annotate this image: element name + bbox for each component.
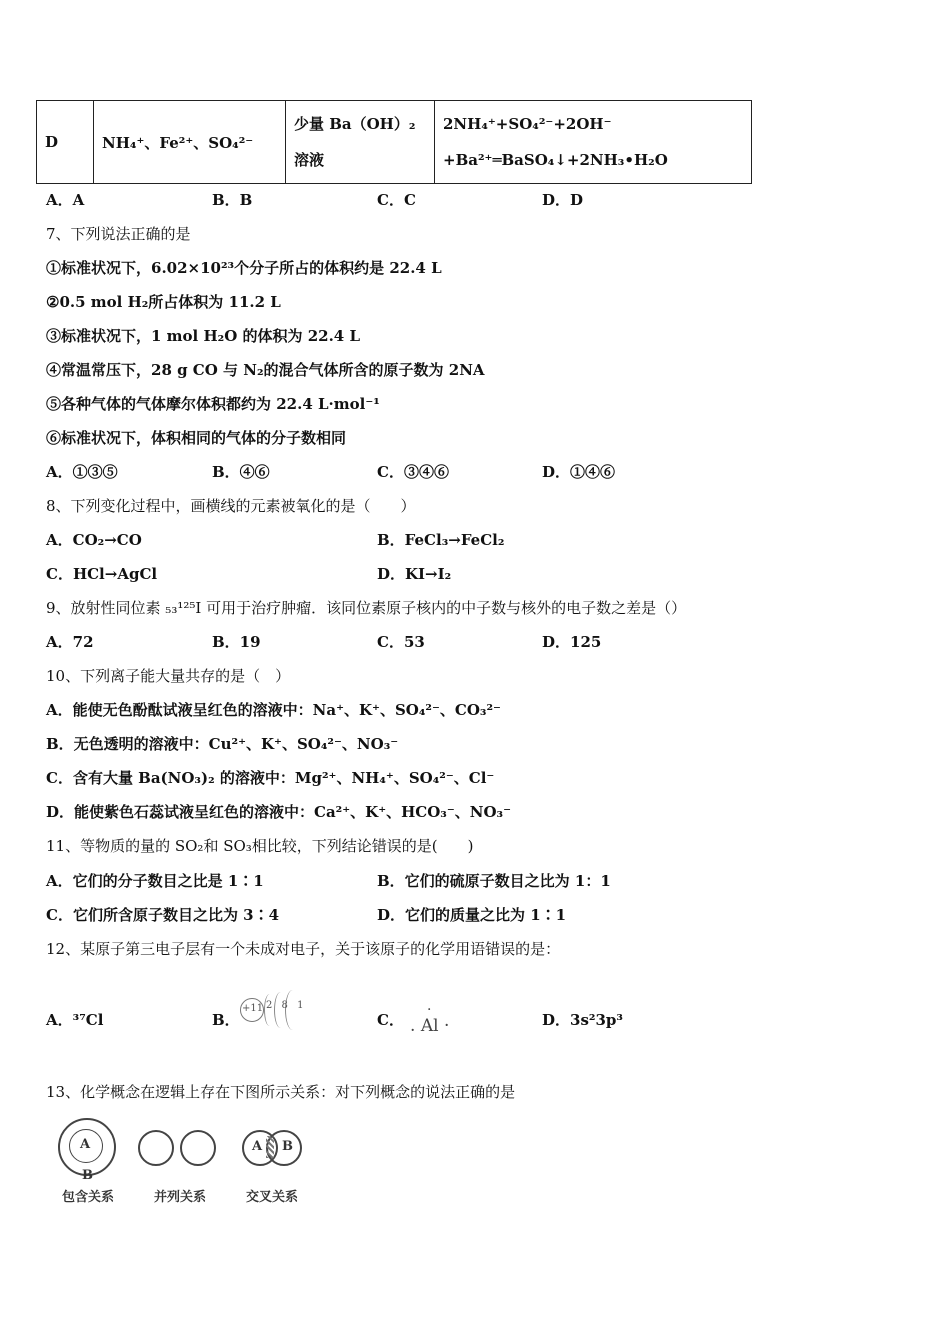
equation-cell bbox=[435, 101, 752, 184]
reagent-line2: 溶液 bbox=[294, 151, 325, 169]
q6-option-c[interactable]: C．C bbox=[377, 191, 416, 209]
q8-option-c[interactable]: C．HCl→AgCl bbox=[46, 565, 158, 583]
q7-item-6: ⑥标准状况下，体积相同的气体的分子数相同 bbox=[46, 429, 347, 447]
q13-stem: 13、化学概念在逻辑上存在下图所示关系：对下列概念的说法正确的是 bbox=[46, 1083, 516, 1101]
atom-structure-diagram bbox=[238, 994, 308, 1034]
q7-option-c[interactable]: C．③④⑥ bbox=[377, 463, 449, 481]
reagent-line1: 少量 Ba（OH）₂ bbox=[294, 115, 416, 133]
q10-option-c[interactable]: C．含有大量 Ba(NO₃)₂ 的溶液中：Mg²⁺、NH₄⁺、SO₄²⁻、Cl⁻ bbox=[46, 769, 495, 787]
parallel-circle-right bbox=[180, 1130, 216, 1166]
q10-option-a[interactable]: A．能使无色酚酞试液呈红色的溶液中：Na⁺、K⁺、SO₄²⁻、CO₃²⁻ bbox=[46, 701, 501, 719]
intersect-label-a: A bbox=[252, 1139, 263, 1154]
concept-relation-figure bbox=[56, 1118, 326, 1208]
q8-stem: 8、下列变化过程中，画横线的元素被氧化的是（ ） bbox=[46, 497, 416, 515]
dot-right: · bbox=[443, 1016, 450, 1036]
equation-line2: +Ba²⁺═BaSO₄↓+2NH₃•H₂O bbox=[443, 151, 668, 169]
q9-option-b[interactable]: B．19 bbox=[212, 633, 261, 651]
dot-top: · bbox=[427, 1002, 432, 1018]
q8-option-a[interactable]: A．CO₂→CO bbox=[46, 531, 142, 549]
question6-table bbox=[36, 100, 752, 184]
q11-stem: 11、等物质的量的 SO₂和 SO₃相比较，下列结论错误的是( ) bbox=[46, 837, 474, 855]
containment-label-b: B bbox=[82, 1168, 93, 1183]
q12-option-c[interactable]: C． bbox=[377, 1011, 404, 1029]
label-intersection: 交叉关系 bbox=[246, 1190, 299, 1205]
label-parallel: 并列关系 bbox=[154, 1190, 207, 1205]
reagent-cell bbox=[286, 101, 435, 184]
q9-stem: 9、放射性同位素 ₅₃¹²⁵I 可用于治疗肿瘤．该同位素原子核内的中子数与核外的电子数之差是（） bbox=[46, 599, 687, 617]
label-containment: 包含关系 bbox=[62, 1190, 115, 1205]
q9-option-a[interactable]: A．72 bbox=[46, 633, 94, 651]
equation-line1: 2NH₄⁺+SO₄²⁻+2OH⁻ bbox=[443, 115, 612, 133]
table-row bbox=[37, 101, 752, 184]
q11-option-c[interactable]: C．它们所含原子数目之比为 3∶4 bbox=[46, 906, 280, 924]
q10-option-d[interactable]: D．能使紫色石蕊试液呈红色的溶液中：Ca²⁺、K⁺、HCO₃⁻、NO₃⁻ bbox=[46, 803, 512, 821]
q7-item-3: ③标准状况下，1 mol H₂O 的体积为 22.4 L bbox=[46, 327, 361, 345]
q11-option-b[interactable]: B．它们的硫原子数目之比为 1：1 bbox=[377, 872, 611, 890]
q7-item-4: ④常温常压下，28 g CO 与 N₂的混合气体所含的原子数为 2NA bbox=[46, 361, 485, 379]
q7-option-d[interactable]: D．①④⑥ bbox=[542, 463, 616, 481]
ions-cell: NH₄⁺、Fe²⁺、SO₄²⁻ bbox=[94, 101, 286, 184]
q8-option-b[interactable]: B．FeCl₃→FeCl₂ bbox=[377, 531, 505, 549]
q12-option-d[interactable]: D．3s²3p³ bbox=[542, 1011, 623, 1029]
q9-option-c[interactable]: C．53 bbox=[377, 633, 425, 651]
q11-option-a[interactable]: A．它们的分子数目之比是 1∶1 bbox=[46, 872, 264, 890]
intersection-hatch bbox=[266, 1136, 274, 1158]
q7-item-2: ②0.5 mol H₂所占体积为 11.2 L bbox=[46, 293, 281, 311]
q6-option-d[interactable]: D．D bbox=[542, 191, 584, 209]
q12-option-a[interactable]: A．³⁷Cl bbox=[46, 1011, 104, 1029]
q7-option-b[interactable]: B．④⑥ bbox=[212, 463, 270, 481]
row-letter: D bbox=[37, 101, 94, 184]
q12-option-b[interactable]: B． bbox=[212, 1011, 240, 1029]
intersect-label-b: B bbox=[282, 1139, 293, 1154]
q7-item-5: ⑤各种气体的气体摩尔体积都约为 22.4 L·mol⁻¹ bbox=[46, 395, 380, 413]
q7-option-a[interactable]: A．①③⑤ bbox=[46, 463, 118, 481]
q6-option-a[interactable]: A．A bbox=[46, 191, 85, 209]
q10-stem: 10、下列离子能大量共存的是（ ） bbox=[46, 667, 291, 685]
q6-option-b[interactable]: B．B bbox=[212, 191, 253, 209]
nucleus-charge: +11 bbox=[242, 1003, 264, 1014]
containment-label-a: A bbox=[80, 1137, 91, 1152]
q11-option-d[interactable]: D．它们的质量之比为 1∶1 bbox=[377, 906, 567, 924]
q8-option-d[interactable]: D．KI→I₂ bbox=[377, 565, 452, 583]
q12-stem: 12、某原子第三电子层有一个未成对电子，关于该原子的化学用语错误的是： bbox=[46, 940, 561, 958]
q7-item-1: ①标准状况下，6.02×10²³个分子所占的体积约是 22.4 L bbox=[46, 259, 442, 277]
element-symbol: Al bbox=[420, 1016, 439, 1036]
electron-dot-aluminum bbox=[410, 1016, 449, 1036]
shell-electrons: 2 8 1 bbox=[266, 1000, 307, 1011]
parallel-circle-left bbox=[138, 1130, 174, 1166]
q10-option-b[interactable]: B．无色透明的溶液中：Cu²⁺、K⁺、SO₄²⁻、NO₃⁻ bbox=[46, 735, 399, 753]
q9-option-d[interactable]: D．125 bbox=[542, 633, 602, 651]
dot-left: . bbox=[410, 1016, 416, 1036]
q7-stem: 7、下列说法正确的是 bbox=[46, 225, 191, 243]
